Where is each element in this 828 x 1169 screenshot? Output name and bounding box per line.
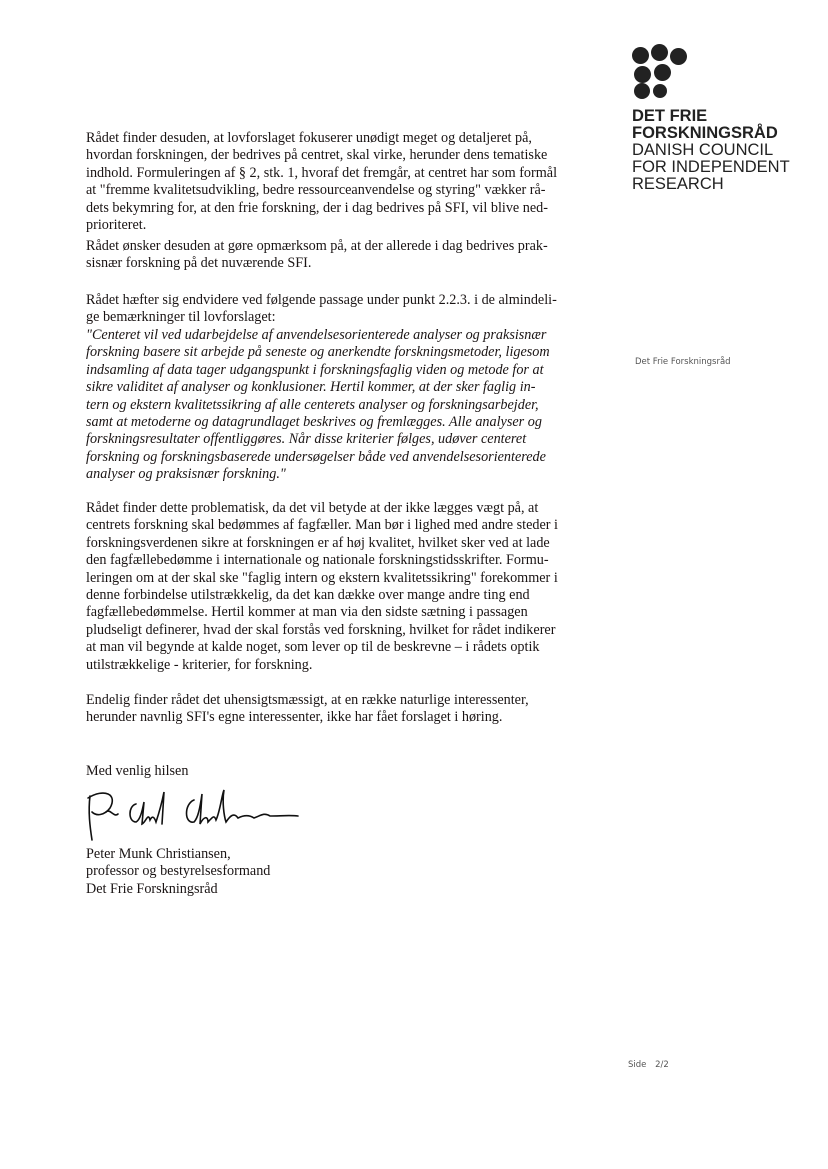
text-line: tern og ekstern kvalitetssikring af alle centerets analyser og forskningsarbejder, bbox=[86, 396, 539, 413]
signatory-title: professor og bestyrelsesformand bbox=[86, 863, 271, 880]
logo-line: FOR INDEPENDENT bbox=[632, 158, 790, 176]
text-line: leringen om at der skal ske "faglig intern og ekstern kvalitetssikring" forekommer i bbox=[86, 569, 558, 586]
page-value: 2/2 bbox=[655, 1060, 669, 1070]
text-line: hvordan forskningen, der bedrives på centret, skal virke, herunder dens tematiske bbox=[86, 147, 548, 164]
logo-line: FORSKNINGSRÅD bbox=[632, 124, 778, 142]
text-line: centrets forskning skal bedømmes af fagfæller. Man bør i lighed med andre steder i bbox=[86, 517, 558, 534]
logo-line: DET FRIE bbox=[632, 107, 708, 125]
text-line: at "fremme kvalitetsudvikling, bedre ressourceanvendelse og styring" vækker rå- bbox=[86, 182, 546, 199]
logo-line: DANISH COUNCIL bbox=[632, 141, 774, 159]
logo-dots-icon bbox=[632, 44, 692, 104]
text-line: ge bemærkninger til lovforslaget: bbox=[86, 309, 276, 326]
text-line: at man vil begynde at kalde noget, som lever op til de beskrevne – i rådets optik bbox=[86, 639, 540, 656]
text-line: utilstrækkelige - kriterier, for forskning. bbox=[86, 656, 313, 673]
quoted-passage bbox=[86, 327, 606, 484]
text-line: Rådet ønsker desuden at gøre opmærksom på, at der allerede i dag bedrives prak- bbox=[86, 238, 548, 254]
text-line: sikre validitet af analyser og konklusioner. Hertil kommer, at der sker faglig in- bbox=[86, 379, 536, 396]
text-line: dets bekymring for, at den frie forskning, der i dag bedrives på SFI, vil blive ned- bbox=[86, 199, 548, 216]
paragraph-5 bbox=[86, 692, 606, 727]
signatory-name: Peter Munk Christiansen, bbox=[86, 846, 231, 862]
text-line: forskningsverdenen sikre at forskningen er af høj kvalitet, hvilket sker ved at lade bbox=[86, 534, 550, 551]
logo-line: RESEARCH bbox=[632, 175, 724, 193]
signatory-org: Det Frie Forskningsråd bbox=[86, 880, 218, 897]
text-line: analyser og praksisnær forskning." bbox=[86, 466, 286, 483]
text-line: samt at metoderne og datagrundlaget beskrives og fremlægges. Alle analyser og bbox=[86, 414, 542, 431]
handwritten-signature bbox=[84, 782, 304, 842]
paragraph-3 bbox=[86, 292, 606, 327]
text-line: sisnær forskning på det nuværende SFI. bbox=[86, 255, 312, 272]
closing: Med venlig hilsen bbox=[86, 763, 189, 779]
text-line: denne forbindelse utilstrækkelig, da det kan dække over mange andre ting end bbox=[86, 587, 530, 604]
text-line: Rådet hæfter sig endvidere ved følgende passage under punkt 2.2.3. i de almindeli- bbox=[86, 292, 557, 308]
text-line: indsamling af data tager udgangspunkt i forskningsfaglig viden og metode for at bbox=[86, 361, 544, 378]
text-line: Rådet finder dette problematisk, da det vil betyde at der ikke lægges vægt på, at bbox=[86, 500, 539, 516]
page-label: Side bbox=[628, 1060, 647, 1070]
text-line: Endelig finder rådet det uhensigtsmæssigt, at en række naturlige interessenter, bbox=[86, 692, 529, 708]
text-line: forskning og forskningsbaserede undersøgelser både ved anvendelsesorienterede bbox=[86, 448, 546, 465]
paragraph-1 bbox=[86, 130, 606, 234]
text-line: den fagfællebedømme i internationale og nationale forskningstidsskrifter. Formu- bbox=[86, 552, 549, 569]
text-line: "Centeret vil ved udarbejdelse af anvendelsesorienterede analyser og praksisnær bbox=[86, 327, 547, 343]
page-number bbox=[628, 1060, 669, 1070]
council-logo bbox=[632, 44, 812, 193]
text-line: fagfællebedømmelse. Hertil kommer at man via den sidste sætning i passagen bbox=[86, 604, 528, 621]
signatory-block bbox=[86, 846, 606, 898]
text-line: pludseligt definerer, hvad der skal forstås ved forskning, hvilket for rådet indikerer bbox=[86, 621, 556, 638]
text-line: indhold. Formuleringen af § 2, stk. 1, hvoraf det fremgår, at centret har som formål bbox=[86, 164, 558, 181]
sender-label: Det Frie Forskningsråd bbox=[635, 357, 731, 367]
text-line: forskningsresultater offentliggøres. Når disse kriterier følges, udøver centeret bbox=[86, 431, 527, 448]
paragraph-2 bbox=[86, 238, 606, 273]
text-line: forskning basere sit arbejde på seneste og anerkendte forskningsmetoder, ligesom bbox=[86, 344, 550, 361]
paragraph-4 bbox=[86, 500, 606, 674]
text-line: Rådet finder desuden, at lovforslaget fokuserer unødigt meget og detaljeret på, bbox=[86, 130, 532, 146]
text-line: herunder navnlig SFI's egne interessenter, ikke har fået forslaget i høring. bbox=[86, 709, 503, 726]
text-line: prioriteret. bbox=[86, 217, 147, 234]
